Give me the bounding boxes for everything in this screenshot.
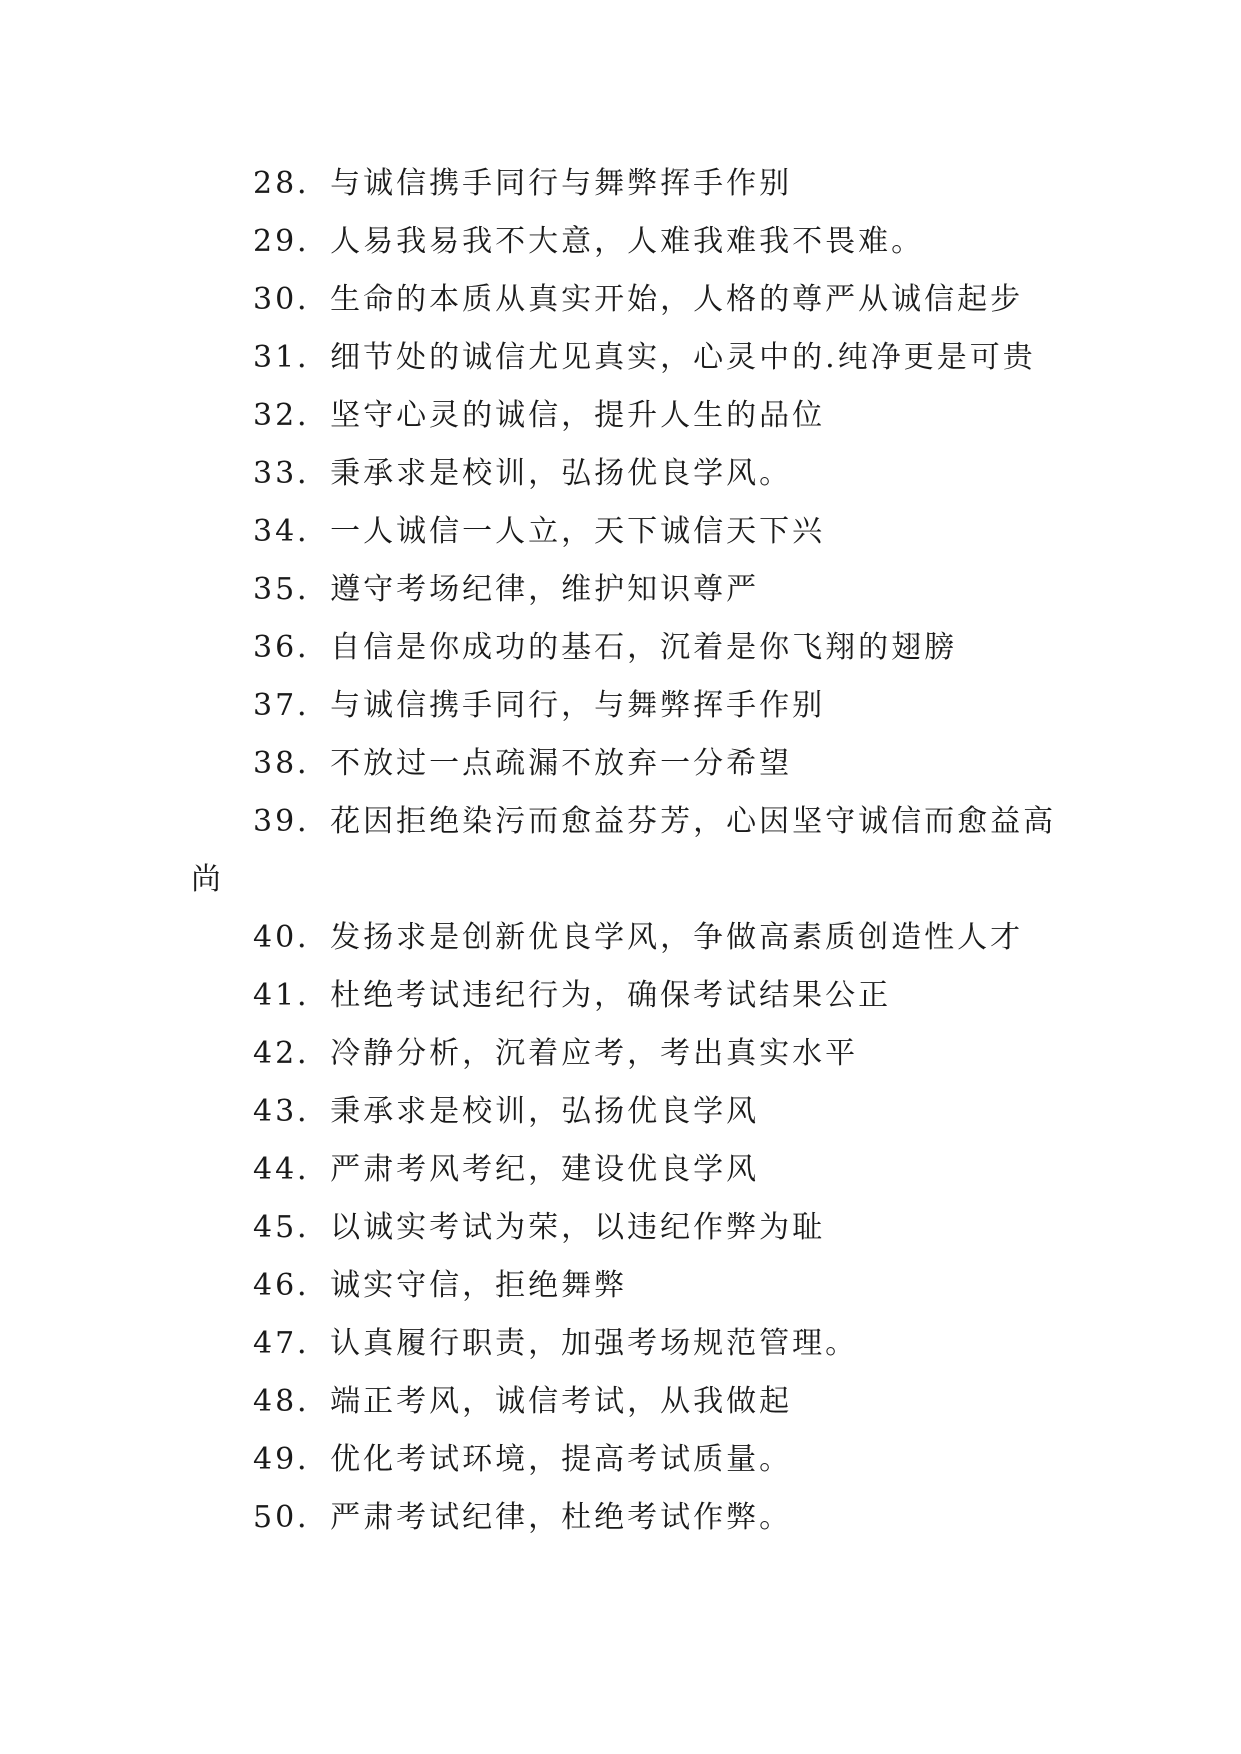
list-item: 29．人易我易我不大意，人难我难我不畏难。: [253, 224, 925, 259]
list-item: 40．发扬求是创新优良学风，争做高素质创造性人才: [253, 920, 1024, 955]
list-item: 31．细节处的诚信尤见真实，心灵中的.纯净更是可贵: [253, 340, 1036, 375]
list-item: 41．杜绝考试违纪行为，确保考试结果公正: [253, 978, 892, 1013]
list-item: 49．优化考试环境，提高考试质量。: [253, 1442, 793, 1477]
slogan-list: [191, 155, 1057, 1547]
list-item: 47．认真履行职责，加强考场规范管理。: [253, 1326, 859, 1361]
list-item: 39．花因拒绝染污而愈益芬芳，心因坚守诚信而愈益高: [253, 804, 1057, 839]
list-item: 28．与诚信携手同行与舞弊挥手作别: [253, 166, 793, 201]
list-item: 30．生命的本质从真实开始，人格的尊严从诚信起步: [253, 282, 1024, 317]
list-item: 45．以诚实考试为荣，以违纪作弊为耻: [253, 1210, 826, 1245]
list-item: 35．遵守考场纪律，维护知识尊严: [253, 572, 760, 607]
list-item: 37．与诚信携手同行，与舞弊挥手作别: [253, 688, 826, 723]
list-item: 33．秉承求是校训，弘扬优良学风。: [253, 456, 793, 491]
list-item: 36．自信是你成功的基石，沉着是你飞翔的翅膀: [253, 630, 958, 665]
list-item: 44．严肃考风考纪，建设优良学风: [253, 1152, 760, 1187]
list-item: 46．诚实守信，拒绝舞弊: [253, 1268, 628, 1303]
list-item: 32．坚守心灵的诚信，提升人生的品位: [253, 398, 826, 433]
list-item-continuation: 尚: [191, 862, 224, 897]
list-item: 50．严肃考试纪律，杜绝考试作弊。: [253, 1500, 793, 1535]
list-item: 34．一人诚信一人立，天下诚信天下兴: [253, 514, 826, 549]
list-item: 42．冷静分析，沉着应考，考出真实水平: [253, 1036, 859, 1071]
list-item: 43．秉承求是校训，弘扬优良学风: [253, 1094, 760, 1129]
list-item: 38．不放过一点疏漏不放弃一分希望: [253, 746, 793, 781]
list-item: 48．端正考风，诚信考试，从我做起: [253, 1384, 793, 1419]
